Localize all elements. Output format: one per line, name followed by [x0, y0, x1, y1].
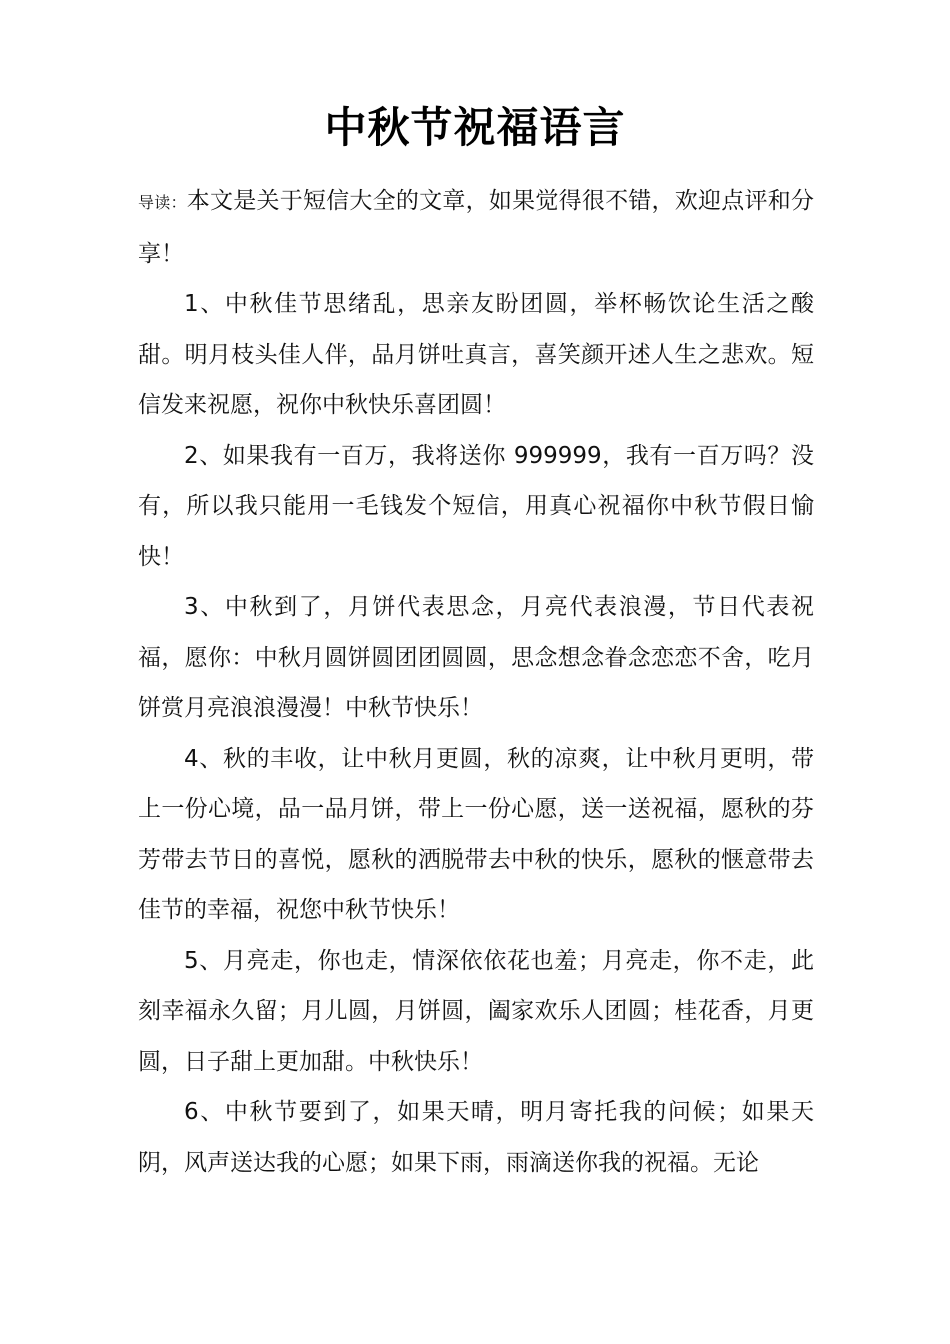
- blessing-paragraph-2: 2、如果我有一百万，我将送你 999999，我有一百万吗？没有，所以我只能用一毛钱发个短信，用真心祝福你中秋节假日愉快！: [138, 442, 814, 570]
- blessing-paragraph-1: 1、中秋佳节思绪乱，思亲友盼团圆，举杯畅饮论生活之酸甜。明月枝头佳人伴，品月饼吐真言，喜笑颜开述人生之悲欢。短信发来祝愿，祝你中秋快乐喜团圆！: [138, 291, 814, 418]
- blessing-paragraph-4: 4、秋的丰收，让中秋月更圆，秋的凉爽，让中秋月更明，带上一份心境，品一品月饼，带上一份心愿，送一送祝福，愿秋的芬芳带去节日的喜悦，愿秋的洒脱带去中秋的快乐，愿秋的惬意带去佳节的幸福，祝您中秋节快乐！: [138, 745, 814, 923]
- intro-label: 导读：: [138, 193, 187, 212]
- document-body: [138, 176, 814, 1188]
- intro-paragraph: [138, 176, 814, 279]
- document-title: 中秋节祝福语言: [324, 103, 626, 152]
- blessing-paragraph-3: 3、中秋到了，月饼代表思念，月亮代表浪漫，节日代表祝福，愿你：中秋月圆饼圆团团圆圆，思念想念眷念恋恋不舍，吃月饼赏月亮浪浪漫漫！中秋节快乐！: [138, 594, 814, 721]
- blessing-paragraph-6: 6、中秋节要到了，如果天晴，明月寄托我的问候；如果天阴，风声送达我的心愿；如果下雨，雨滴送你我的祝福。无论: [138, 1099, 814, 1176]
- intro-text: 本文是关于短信大全的文章，如果觉得很不错，欢迎点评和分享！: [138, 188, 814, 267]
- blessing-paragraph-5: 5、月亮走，你也走，情深依依花也羞；月亮走，你不走，此刻幸福永久留；月儿圆，月饼圆，阖家欢乐人团圆；桂花香，月更圆，日子甜上更加甜。中秋快乐！: [138, 947, 814, 1075]
